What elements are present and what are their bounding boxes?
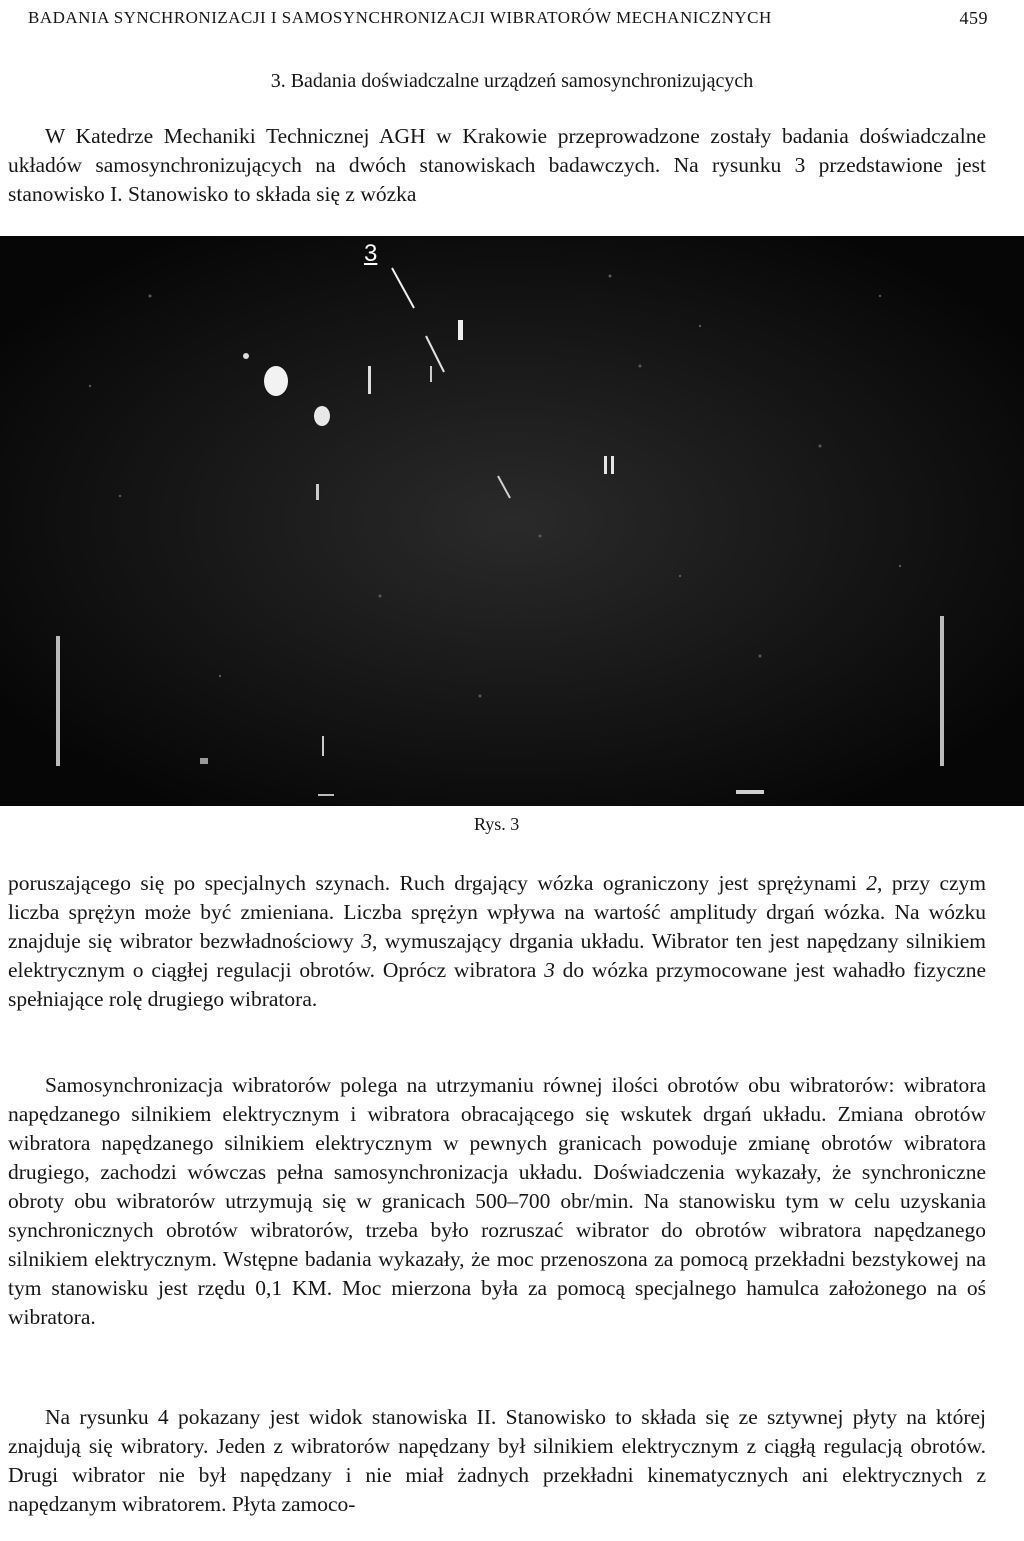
vibrator-number-ref: 3 [361,929,372,953]
paragraph-2-part-d: do wózka przymocowane jest wahadło fizyczne spełniające rolę drugiego wibratora. [8,958,986,1011]
paragraph-2-part-b: , przy czym liczba sprężyn może być zmieniana. Liczba sprężyn wpływa na wartość amplitudy drgań wózka. Na wózku znajduje się wibrator bezwładnościowy [8,871,987,953]
paragraph-1: W Katedrze Mechaniki Technicznej AGH w Krakowie przeprowadzone zostały badania doświadczalne układów samosynchronizujących na dwóch stanowiskach badawczych. Na rysunku 3 przedstawione jest stanowisko I. Stanowisko to składa się z wózka [8,124,986,206]
section-heading: 3. Badania doświadczalne urządzeń samosynchronizujących [270,70,754,92]
spring-number-ref: 2 [866,871,878,895]
figure-part-label: 3 [364,240,378,267]
figure-caption: Rys. 3 [474,814,520,834]
figure-photograph [0,236,1024,806]
paragraph-2-part-c: , wymuszający drgania układu. Wibrator ten jest napędzany silnikiem elektrycznym o ciągłej regulacji obrotów. Oprócz wibratora [8,929,986,982]
running-head [28,8,988,32]
paragraph-3: Samosynchronizacja wibratorów polega na utrzymaniu równej ilości obrotów obu wibratorów: wibratora napędzanego silnikiem elektrycznym i wibratora obracającego się wskutek drgań układu. Zmiana obrotów wibratora napędzanego silnikiem elektrycznym w pewnych granicach powoduje zmianę obrotów wibratora drugiego, zachodzi wówczas pełna samosynchronizacja układu. Doświadczenia wykazały, że synchroniczne obroty obu wibratorów utrzymują się w granicach 500–700 obr/min. Na stanowisku tym w celu uzyskania synchronicznych obrotów wibratorów, trzeba było rozruszać wibrator do obrotów wibratora napędzanego silnikiem elektrycznym. Wstępne badania wykazały, że moc przenoszona za pomocą przekładni bezstykowej na tym stanowisku jest rzędu 0,1 KM. Moc mierzona była za pomocą specjalnego hamulca założonego na oś wibratora. [8,1073,986,1329]
vibrator-number-ref-2: 3 [544,958,555,982]
running-head-title: BADANIA SYNCHRONIZACJI I SAMOSYNCHRONIZACJI WIBRATORÓW MECHANICZNYCH [28,8,772,27]
paragraph-4: Na rysunku 4 pokazany jest widok stanowiska II. Stanowisko to składa się ze sztywnej płyty na której znajdują się wibratory. Jeden z wibratorów napędzany był silnikiem elektrycznym z ciągłą regulacją obrotów. Drugi wibrator nie był napędzany i nie miał żadnych przekładni kinematycznych ani elektrycznych z napędzanym wibratorem. Płyta zamoco- [8,1405,986,1516]
paragraph-2 [8,869,986,1014]
test-stand-photo [0,236,1024,806]
paragraph-2-part-a: poruszającego się po specjalnych szynach. Ruch drgający wózka ograniczony jest sprężynami [8,871,867,895]
page-number: 459 [959,8,988,28]
